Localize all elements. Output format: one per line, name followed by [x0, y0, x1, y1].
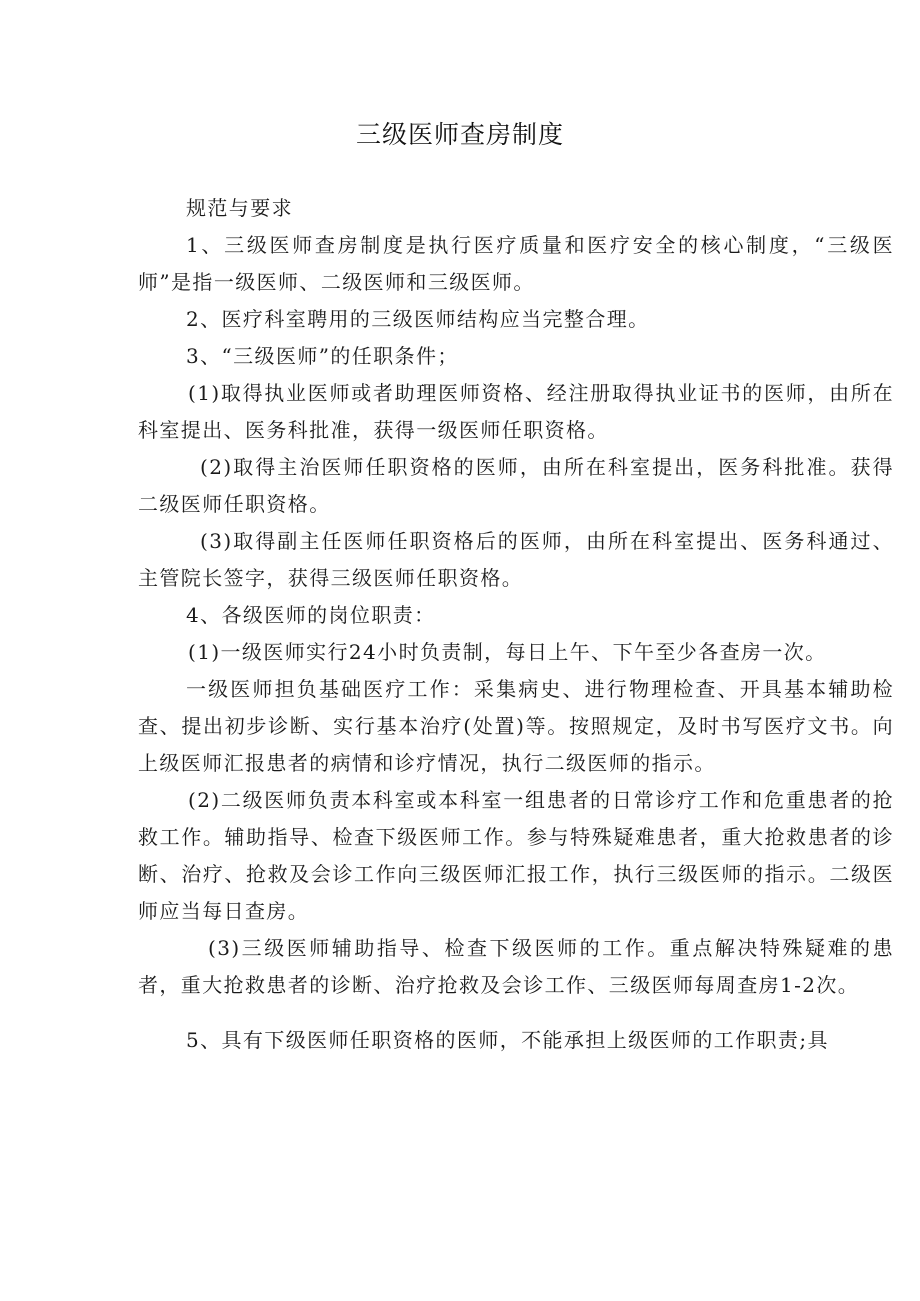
paragraph-3-2: (2)取得主治医师任职资格的医师，由所在科室提出，医务科批准。获得二级医师任职资格。: [138, 455, 894, 516]
paragraph-4-2: (2)二级医师负责本科室或本科室一组患者的日常诊疗工作和危重患者的抢救工作。辅助指导、检查下级医师工作。参与特殊疑难患者，重大抢救患者的诊断、治疗、抢救及会诊工作向三级医师汇报工作，执行三级医师的指示。二级医师应当每日查房。: [138, 788, 894, 923]
paragraph-4: 4、各级医师的岗位职责：: [186, 603, 436, 627]
paragraph-5: 5、具有下级医师任职资格的医师，不能承担上级医师的工作职责;具: [186, 1028, 829, 1052]
paragraph-4-3: (3)三级医师辅助指导、检查下级医师的工作。重点解决特殊疑难的患者，重大抢救患者的诊断、治疗抢救及会诊工作、三级医师每周查房1-2次。: [138, 936, 894, 997]
document-title: 三级医师查房制度: [355, 120, 564, 149]
paragraph-4-1: (1)一级医师实行24小时负责制，每日上午、下午至少各查房一次。: [188, 640, 827, 664]
paragraph-1: 1、三级医师查房制度是执行医疗质量和医疗安全的核心制度，“三级医师”是指一级医师、二级医师和三级医师。: [138, 233, 894, 294]
paragraph-3-1: (1)取得执业医师或者助理医师资格、经注册取得执业证书的医师，由所在科室提出、医务科批准，获得一级医师任职资格。: [138, 381, 894, 442]
paragraph-3-3: (3)取得副主任医师任职资格后的医师，由所在科室提出、医务科通过、主管院长签字，获得三级医师任职资格。: [138, 529, 894, 590]
document-body: [138, 190, 894, 1059]
paragraph-4-1-detail: 一级医师担负基础医疗工作：采集病史、进行物理检查、开具基本辅助检查、提出初步诊断、实行基本治疗(处置)等。按照规定，及时书写医疗文书。向上级医师汇报患者的病情和诊疗情况，执行二级医师的指示。: [138, 677, 894, 775]
paragraph-2: 2、医疗科室聘用的三级医师结构应当完整合理。: [186, 307, 650, 331]
paragraph-3: 3、“三级医师”的任职条件；: [186, 344, 459, 368]
section-heading: 规范与要求: [186, 196, 293, 220]
